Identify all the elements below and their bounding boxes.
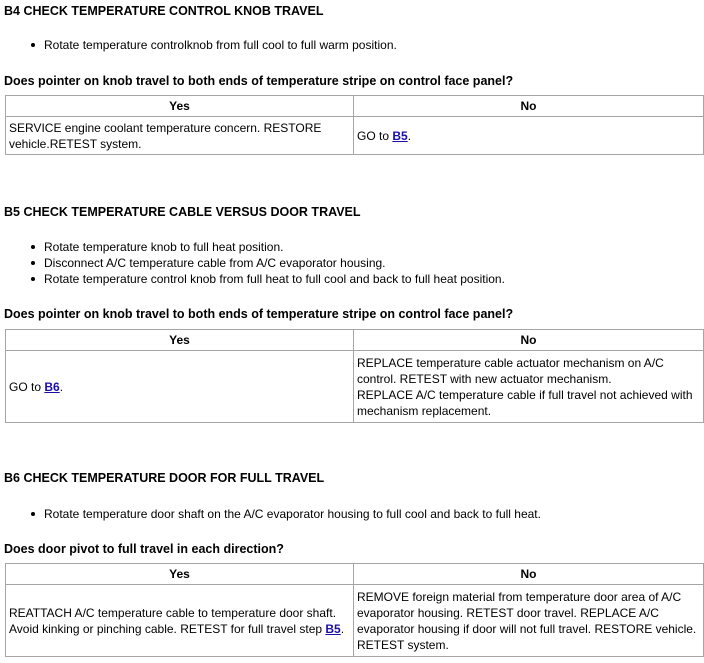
list-item: Disconnect A/C temperature cable from A/C evaporator housing. [0,255,505,271]
table-row [6,351,704,423]
b6-table [5,563,704,657]
list-item: Rotate temperature knob to full heat position. [0,239,505,255]
table-header-row [6,96,704,117]
yes-header: Yes [6,96,354,117]
no-cell [354,351,704,423]
b4-bullet-list [0,37,397,53]
cell-text: REATTACH A/C temperature cable to temperature door shaft. Avoid kinking or pinching cable. RETEST for full travel step [9,605,337,636]
no-header: No [354,96,704,117]
list-item: Rotate temperature door shaft on the A/C evaporator housing to full cool and back to full heat. [0,506,541,522]
b5-table [5,329,704,423]
b5-question: Does pointer on knob travel to both ends of temperature stripe on control face panel? [4,307,514,321]
cell-text: GO to [9,379,45,394]
b5-bullet-list [0,239,505,287]
link-b5[interactable]: B5 [392,128,408,143]
table-row [6,585,704,657]
b6-heading: B6 CHECK TEMPERATURE DOOR FOR FULL TRAVEL [4,471,325,485]
b4-question: Does pointer on knob travel to both ends of temperature stripe on control face panel? [4,74,514,88]
cell-text: GO to [357,128,393,143]
yes-header: Yes [6,330,354,351]
table-header-row [6,330,704,351]
cell-text: . [340,621,345,636]
no-line-2: REPLACE A/C temperature cable if full travel not achieved with mechanism replacement. [357,387,693,418]
table-header-row [6,564,704,585]
no-line-1: REPLACE temperature cable actuator mechanism on A/C control. RETEST with new actuator mechanism. [357,355,664,386]
table-row [6,117,704,155]
no-cell [354,117,704,155]
b4-table [5,95,704,155]
list-item: Rotate temperature controlknob from full cool to full warm position. [0,37,397,53]
no-header: No [354,330,704,351]
b6-question: Does door pivot to full travel in each direction? [4,542,284,556]
cell-text: . [407,128,412,143]
cell-text: . [59,379,64,394]
yes-header: Yes [6,564,354,585]
list-item: Rotate temperature control knob from full heat to full cool and back to full heat position. [0,271,505,287]
link-b6[interactable]: B6 [44,379,60,394]
yes-cell [6,585,354,657]
no-header: No [354,564,704,585]
b5-heading: B5 CHECK TEMPERATURE CABLE VERSUS DOOR TRAVEL [4,205,361,219]
no-cell: REMOVE foreign material from temperature door area of A/C evaporator housing. RETEST door travel. REPLACE A/C evaporator housing if door will not full travel. RESTORE vehicle. RETEST system. [354,585,704,657]
link-b5[interactable]: B5 [325,621,341,636]
b4-heading: B4 CHECK TEMPERATURE CONTROL KNOB TRAVEL [4,4,324,18]
yes-cell: SERVICE engine coolant temperature concern. RESTORE vehicle.RETEST system. [6,117,354,155]
b6-bullet-list [0,506,541,522]
yes-cell [6,351,354,423]
